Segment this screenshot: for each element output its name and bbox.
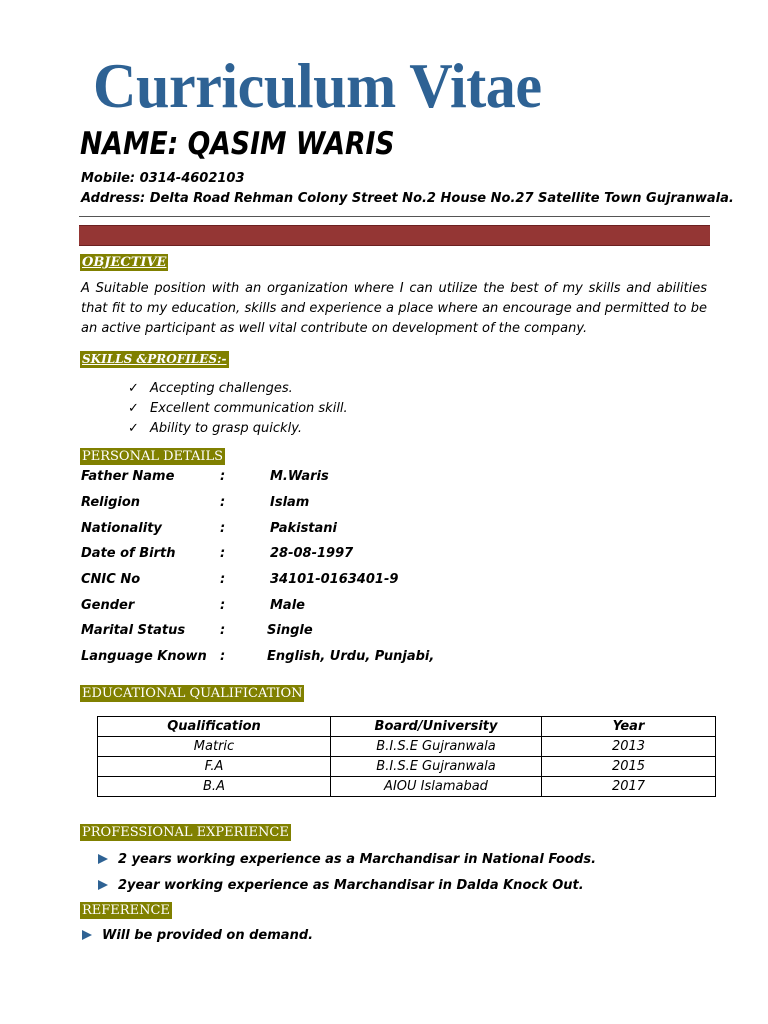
arrow-bullet-icon [98, 854, 108, 864]
personal-label: CNIC No [81, 572, 141, 587]
experience-heading: PROFESSIONAL EXPERIENCE [82, 825, 289, 840]
personal-value: Male [270, 598, 305, 613]
personal-value: 34101-0163401-9 [270, 572, 399, 587]
personal-colon: : [220, 495, 226, 510]
table-cell: 2017 [542, 777, 716, 797]
personal-colon: : [220, 598, 226, 613]
personal-colon: : [220, 521, 226, 536]
personal-label: Gender [81, 598, 135, 613]
personal-label: Date of Birth [81, 546, 176, 561]
address-line: Address: Delta Road Rehman Colony Street No.2 House No.27 Satellite Town Gujranwala. [81, 191, 734, 206]
personal-colon: : [220, 546, 226, 561]
objective-text: A Suitable position with an organization where I can utilize the best of my skills and abilities that fit to my education, skills and experience a place where an encourage and permitted to be an active participant as well vital contribute on development of the company. [81, 281, 707, 336]
column-header: Qualification [98, 717, 331, 737]
table-row [98, 777, 716, 797]
table-cell: 2015 [542, 757, 716, 777]
table-row [98, 737, 716, 757]
table-header-row [98, 717, 716, 737]
personal-label: Religion [81, 495, 141, 510]
table-cell: 2013 [542, 737, 716, 757]
skill-item: ✓ Ability to grasp quickly. [128, 419, 348, 439]
header-banner [79, 225, 710, 246]
reference-heading: REFERENCE [82, 903, 170, 918]
personal-value: Islam [270, 495, 310, 510]
table-cell: AIOU Islamabad [331, 777, 542, 797]
personal-colon: : [220, 623, 226, 638]
skills-heading: SKILLS &PROFILES:- [82, 352, 227, 366]
arrow-bullet-icon [82, 930, 92, 940]
reference-text: Will be provided on demand. [102, 928, 314, 943]
personal-value: 28-08-1997 [270, 546, 354, 561]
personal-value: M.Waris [270, 469, 329, 484]
personal-label: Language Known [81, 649, 207, 664]
experience-item: 2year working experience as Marchandisar in Dalda Knock Out. [98, 876, 596, 902]
column-header: Year [542, 717, 716, 737]
skills-list [128, 379, 348, 439]
personal-value: Single [267, 623, 313, 638]
personal-label: Nationality [81, 521, 162, 536]
cv-title: Curriculum Vitae [93, 50, 542, 121]
personal-value: Pakistani [270, 521, 338, 536]
table-cell: B.I.S.E Gujranwala [331, 757, 542, 777]
table-cell: F.A [98, 757, 331, 777]
personal-label: Marital Status [81, 623, 186, 638]
skill-item: ✓ Excellent communication skill. [128, 399, 348, 419]
personal-colon: : [220, 572, 226, 587]
check-icon: ✓ [128, 421, 139, 436]
header-divider [79, 216, 710, 217]
education-table [97, 716, 716, 797]
personal-label: Father Name [81, 469, 175, 484]
table-row [98, 757, 716, 777]
mobile-line: Mobile: 0314-4602103 [81, 171, 245, 186]
personal-value: English, Urdu, Punjabi, [267, 649, 435, 664]
column-header: Board/University [331, 717, 542, 737]
check-icon: ✓ [128, 381, 139, 396]
table-cell: Matric [98, 737, 331, 757]
personal-colon: : [220, 469, 226, 484]
experience-list [98, 850, 596, 902]
check-icon: ✓ [128, 401, 139, 416]
reference-line [82, 928, 313, 943]
personal-colon: : [220, 649, 226, 664]
experience-item: 2 years working experience as a Marchandisar in National Foods. [98, 850, 596, 876]
table-cell: B.A [98, 777, 331, 797]
education-heading: EDUCATIONAL QUALIFICATION [82, 686, 303, 701]
table-cell: B.I.S.E Gujranwala [331, 737, 542, 757]
objective-heading: OBJECTIVE [82, 255, 167, 270]
arrow-bullet-icon [98, 880, 108, 890]
personal-details-heading: PERSONAL DETAILS [82, 449, 224, 464]
candidate-name: NAME: QASIM WARIS [80, 126, 395, 162]
skill-item: ✓ Accepting challenges. [128, 379, 348, 399]
